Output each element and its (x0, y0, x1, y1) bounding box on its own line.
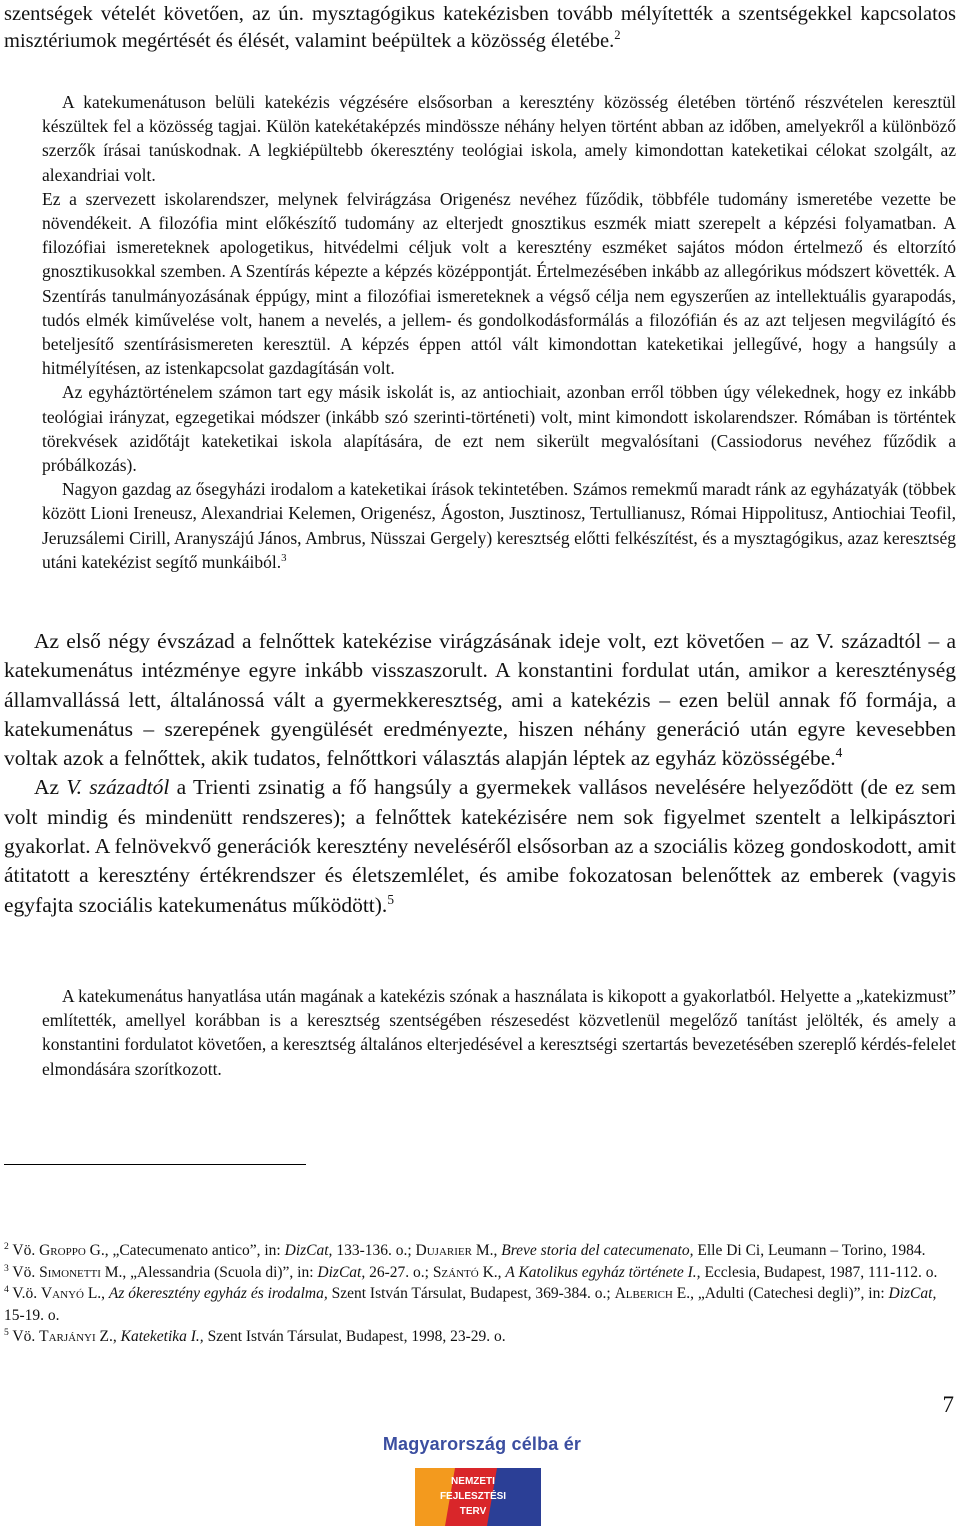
footnote-4 (4, 1283, 956, 1326)
body-paragraph-2-rest: a Trienti zsinatig a fő hangsúly a gyermekek vallásos nevelésére helyeződött (de ez sem volt mindig és mindenütt rendszeres); a felnőttek katekézisére nem sok figyelmet szentelt a lelkipásztori gyakorlat. A felnövekvő generációk keresztény neveléséről elsősorban az a szociális közeg gondoskodott, amit átitatott a keresztény értékrendszer és életszemlélet, és amibe fokozatosan belenőttek az emberek (vagyis egyfajta szociális katekumenátus működött). (4, 775, 956, 917)
footnotes (4, 1240, 956, 1348)
quote-paragraph-4 (42, 477, 956, 574)
footnote-author: Szántó K. (432, 1263, 498, 1281)
footnote-source: DizCat, (284, 1242, 333, 1259)
footnote-author: Groppo G. (39, 1242, 105, 1259)
top-paragraph (4, 1, 956, 55)
footnote-text: , (493, 1242, 502, 1259)
footnote-text: , „Catecumenato antico”, in: (104, 1242, 285, 1259)
badge-line-1: NEMZETI (451, 1476, 495, 1487)
footnote-separator (4, 1164, 306, 1165)
quote-block-2 (42, 984, 956, 1081)
footnote-text: Vö. (12, 1328, 40, 1345)
footnote-author: Alberich E. (614, 1285, 691, 1302)
footnote-text: , (112, 1328, 121, 1345)
footnote-number: 5 (4, 1326, 9, 1338)
top-paragraph-text: szentségek vételét követően, az ún. mysztagógikus katekézisben tovább mélyítették a szentségekkel kapcsolatos misztériumok megértését és élését, valamint beépültek a közösség életébe. (4, 3, 956, 52)
footnote-title: Az ókeresztény egyház és irodalma, (108, 1285, 328, 1302)
footnote-number: 4 (4, 1283, 9, 1295)
quote-paragraph-2: Ez a szervezett iskolarendszer, melynek felvirágzása Origenész nevéhez fűződik, többféle tudomány ismeretébe vezette be növendékeit. A filozófia mint előkészítő tudomány az elterjedt gnosztikus eszmék miatt szerepelt a képzési folyamatban. A filozófiai ismereteknek apologetikus, hitvédelmi céljuk volt a keresztény eszméket sajátos módon értelmező és eltorzító gnosztikusokkal szemben. A Szentírás képezte a képzés középpontját. Értelmezésében inkább az allegórikus módszert követték. A Szentírás tanulmányozásának éppúgy, mint a filozófiai ismereteknek a végső célja nem egyszerűen az intellektuális gyarapodás, tudós elmék kiművelése volt, hanem a nevelés, a jellem- és gondolkodásformálás a filozófián és az azt teljesen megvilágító és beteljesítő szentírásismereten keresztül. A képzés éppen attól vált kimondottan kateketikai jellegűvé, hogy a hangsúly a hitmélyítésen, az istenkapcsolat gazdagításán volt. (42, 188, 956, 379)
footnote-number: 3 (4, 1262, 9, 1274)
footnote-source: DizCat, (317, 1263, 366, 1281)
body-paragraph-1 (4, 627, 956, 773)
footnote-text: Szent István Társulat, Budapest, 1998, 23-29. o. (203, 1328, 506, 1345)
footnote-text: , „Adulti (Catechesi degli)”, in: (690, 1285, 889, 1302)
body-paragraph-2-start: Az (34, 775, 67, 800)
footnote-5 (4, 1326, 956, 1348)
quote-block (42, 90, 956, 574)
footnote-title: A Katolikus egyház története I., (505, 1263, 701, 1281)
footnote-text: V.ö. (12, 1285, 41, 1302)
footnote-ref-4[interactable]: 4 (835, 745, 843, 761)
footnote-text: 133-136. o.; (332, 1242, 416, 1259)
footnote-text: , „Alessandria (Scuola di)”, in: (122, 1263, 318, 1281)
footnote-ref-2[interactable]: 2 (614, 28, 621, 43)
footnote-author: Simonetti M. (39, 1263, 123, 1281)
footnote-3 (4, 1262, 956, 1284)
footnote-text: 26-27. o.; (365, 1263, 433, 1281)
footnote-text: Szent István Társulat, Budapest, 369-384. o.; (327, 1285, 615, 1302)
footnote-title: Kateketika I., (120, 1328, 204, 1345)
footnote-text: Vö. (12, 1242, 40, 1259)
quote-paragraph-3: Az egyháztörténelem számon tart egy másik iskolát is, az antiochiait, azonban erről többen úgy vélekednek, hogy ez inkább teológiai irányzat, egzegetikai módszer (inkább szó szerinti-történeti) volt, mint kimondott iskolarendszer. Rómában is történtek törekvések azidőtájt kateketikai iskola alapítására, de ezt nem sikerült megvalósítani (Cassiodorus nevéhez fűződik a próbálkozás). (42, 382, 956, 476)
footnote-author: Tarjányi Z. (39, 1328, 113, 1345)
nft-logo (372, 1428, 592, 1528)
footnote-text: , (101, 1285, 109, 1302)
footnote-ref-5[interactable]: 5 (387, 891, 394, 907)
body-paragraph-1-text: Az első négy évszázad a felnőttek katekézise virágzásának ideje volt, ezt követően – az V. századtól – a katekumenátus intézménye egyre inkább visszaszorult. A konstantini fordulat után, amikor a kereszténység államvallássá lett, általánossá vált a gyermekkeresztség, ami a katekézis – ezen belül annak fő formája, a katekumenátus – szerepének gyengülését eredményezte, hiszen néhány generáció után egyre kevesebben voltak azok a felnőttek, akik tudatos, felnőttkori választás alapján léptek az egyház közösségébe. (4, 629, 956, 771)
footnote-text: , (497, 1263, 506, 1281)
footnote-number: 2 (4, 1240, 9, 1252)
footnote-text: Elle Di Ci, Leumann – Torino, 1984. (693, 1242, 926, 1259)
footnote-author: Dujarier M. (415, 1242, 494, 1259)
footnote-author: Vanyó L. (40, 1285, 102, 1302)
badge-line-3: TERV (459, 1506, 487, 1517)
footnote-title: Breve storia del catecumenato, (501, 1242, 694, 1259)
page-number: 7 (942, 1392, 954, 1417)
badge-line-2: FEJLESZTÉSI (439, 1491, 507, 1502)
nft-badge-icon (415, 1468, 541, 1526)
footnote-2 (4, 1240, 956, 1262)
footnote-text: Ecclesia, Budapest, 1987, 111-112. o. (700, 1263, 938, 1281)
logo-tagline: Magyarország célba ér (382, 1434, 582, 1454)
footnote-source: DizCat, (888, 1285, 937, 1302)
body-paragraph-2-italic: V. századtól (66, 775, 170, 800)
footnote-text: 15-19. o. (4, 1306, 60, 1324)
quote-paragraph-1: A katekumenátuson belüli katekézis végzésére elsősorban a keresztény közösség életében történő részvételen keresztül készültek fel a közösség tagjai. Külön katekétaképzés mindössze néhány helyen történt abban az időben, amelyekről a különböző szerzők írásai tanúskodnak. A legkiépültebb ókeresztény teológiai iskola, amely kimondottan kateketikai célokat szolgált, az alexandriai volt. (42, 92, 956, 185)
body-paragraph-2 (4, 773, 956, 919)
quote-paragraph-4-text: Nagyon gazdag az ősegyházi irodalom a kateketikai írások tekintetében. Számos remekmű maradt ránk az egyházatyák (többek között Lioni Ireneusz, Alexandriai Kelemen, Origenész, Ágoston, Jusztinosz, Tertullianusz, Római Hippolitusz, Antiochiai Teofil, Jeruzsálemi Cirill, Aranyszájú János, Ambrus, Nüsszai Gergely) keresztség előtti felkészítést, és a mysztagógikus, azaz keresztség utáni katekézist segítő munkáiból. (42, 479, 956, 572)
footnote-ref-3[interactable]: 3 (281, 552, 287, 565)
body-block (4, 627, 956, 920)
footnote-text: Vö. (12, 1263, 40, 1281)
quote2-paragraph: A katekumenátus hanyatlása után magának a katekézis szónak a használata is kikopott a gyakorlatból. Helyette a „katekizmust” említették, amellyel korábban is a keresztség szentségében részesedést közvetlenül megelőző tanítást jelölték, és amely a konstantini fordulatot követően, a keresztség általános elterjedésével a keresztségi szertartás bevezetésében szereplő kérdés-felelet elmondására szorítkozott. (42, 986, 956, 1079)
